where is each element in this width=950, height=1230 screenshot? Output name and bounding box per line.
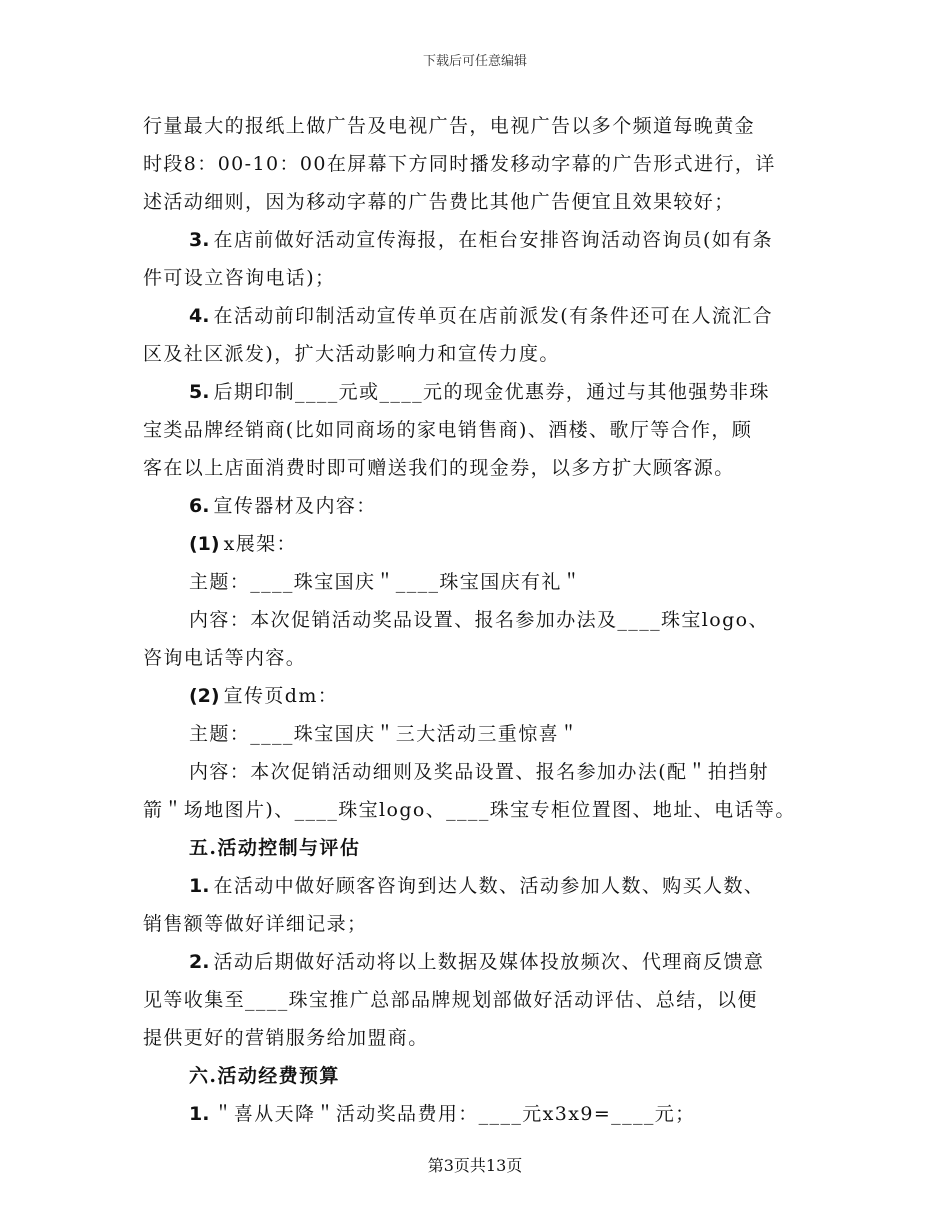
text-line [143, 677, 823, 715]
page-footer: 第3页共13页 [427, 1156, 523, 1175]
text-line [143, 867, 823, 905]
line-text: 行量最大的报纸上做广告及电视广告，电视广告以多个频道每晚黄金 [143, 115, 756, 137]
text-line [143, 601, 823, 639]
text-line [143, 1019, 823, 1057]
line-text: 述活动细则，因为移动字幕的广告费比其他广告便宜且效果较好； [143, 191, 735, 213]
item-number: 6. [189, 495, 210, 517]
text-line [143, 411, 823, 449]
text-line [143, 943, 823, 981]
text-line [143, 753, 823, 791]
section-heading [143, 829, 823, 867]
line-text: 箭＂场地图片)、____珠宝logo、____珠宝专柜位置图、地址、电话等。 [143, 799, 796, 821]
text-line [143, 221, 823, 259]
item-number: (2) [189, 685, 220, 707]
text-line [143, 335, 823, 373]
line-text: 区及社区派发)，扩大活动影响力和宣传力度。 [143, 343, 560, 365]
item-number: 5. [189, 381, 210, 403]
line-text: 五.活动控制与评估 [189, 837, 361, 859]
text-line [143, 905, 823, 943]
text-line [143, 639, 823, 677]
line-text: 在店前做好活动宣传海报，在柜台安排咨询活动咨询员(如有条 [213, 229, 774, 251]
line-text: 提供更好的营销服务给加盟商。 [143, 1027, 429, 1049]
line-text: 主题：____珠宝国庆＂三大活动三重惊喜＂ [189, 723, 580, 745]
page-header: 下载后可任意编辑 [422, 54, 527, 69]
text-line [143, 259, 823, 297]
line-text: x展架： [223, 533, 297, 555]
line-text: 内容：本次促销活动细则及奖品设置、报名参加办法(配＂拍挡射 [189, 761, 770, 783]
text-line [143, 981, 823, 1019]
text-line [143, 715, 823, 753]
line-text: 后期印制____元或____元的现金优惠券，通过与其他强势非珠 [213, 381, 770, 403]
text-line [143, 107, 823, 145]
line-text: ＂喜从天降＂活动奖品费用：____元x3x9=____元； [213, 1103, 696, 1125]
line-text: 咨询电话等内容。 [143, 647, 307, 669]
text-line [143, 373, 823, 411]
line-text: 在活动前印制活动宣传单页在店前派发(有条件还可在人流汇合 [213, 305, 774, 327]
line-text: 件可设立咨询电话)； [143, 267, 336, 289]
line-text: 销售额等做好详细记录； [143, 913, 368, 935]
text-line [143, 487, 823, 525]
text-line [143, 791, 823, 829]
text-line [143, 1095, 823, 1133]
document-body [143, 107, 823, 1133]
line-text: 内容：本次促销活动奖品设置、报名参加办法及____珠宝logo、 [189, 609, 769, 631]
text-line [143, 563, 823, 601]
line-text: 六.活动经费预算 [189, 1065, 340, 1087]
line-text: 时段8：00-10：00在屏幕下方同时播发移动字幕的广告形式进行，详 [143, 153, 776, 175]
text-line [143, 297, 823, 335]
item-number: (1) [189, 533, 220, 555]
line-text: 宣传页dm： [223, 685, 339, 707]
item-number: 2. [189, 951, 210, 973]
line-text: 活动后期做好活动将以上数据及媒体投放频次、代理商反馈意 [213, 951, 765, 973]
text-line [143, 525, 823, 563]
text-line [143, 449, 823, 487]
line-text: 宣传器材及内容： [213, 495, 377, 517]
line-text: 主题：____珠宝国庆＂____珠宝国庆有礼＂ [189, 571, 583, 593]
line-text: 客在以上店面消费时即可赠送我们的现金券，以多方扩大顾客源。 [143, 457, 735, 479]
line-text: 见等收集至____珠宝推广总部品牌规划部做好活动评估、总结，以便 [143, 989, 758, 1011]
item-number: 1. [189, 875, 210, 897]
line-text: 在活动中做好顾客咨询到达人数、活动参加人数、购买人数、 [213, 875, 765, 897]
text-line [143, 145, 823, 183]
section-heading [143, 1057, 823, 1095]
item-number: 1. [189, 1103, 210, 1125]
text-line [143, 183, 823, 221]
item-number: 3. [189, 229, 210, 251]
item-number: 4. [189, 305, 210, 327]
line-text: 宝类品牌经销商(比如同商场的家电销售商)、酒楼、歌厅等合作，顾 [143, 419, 753, 441]
